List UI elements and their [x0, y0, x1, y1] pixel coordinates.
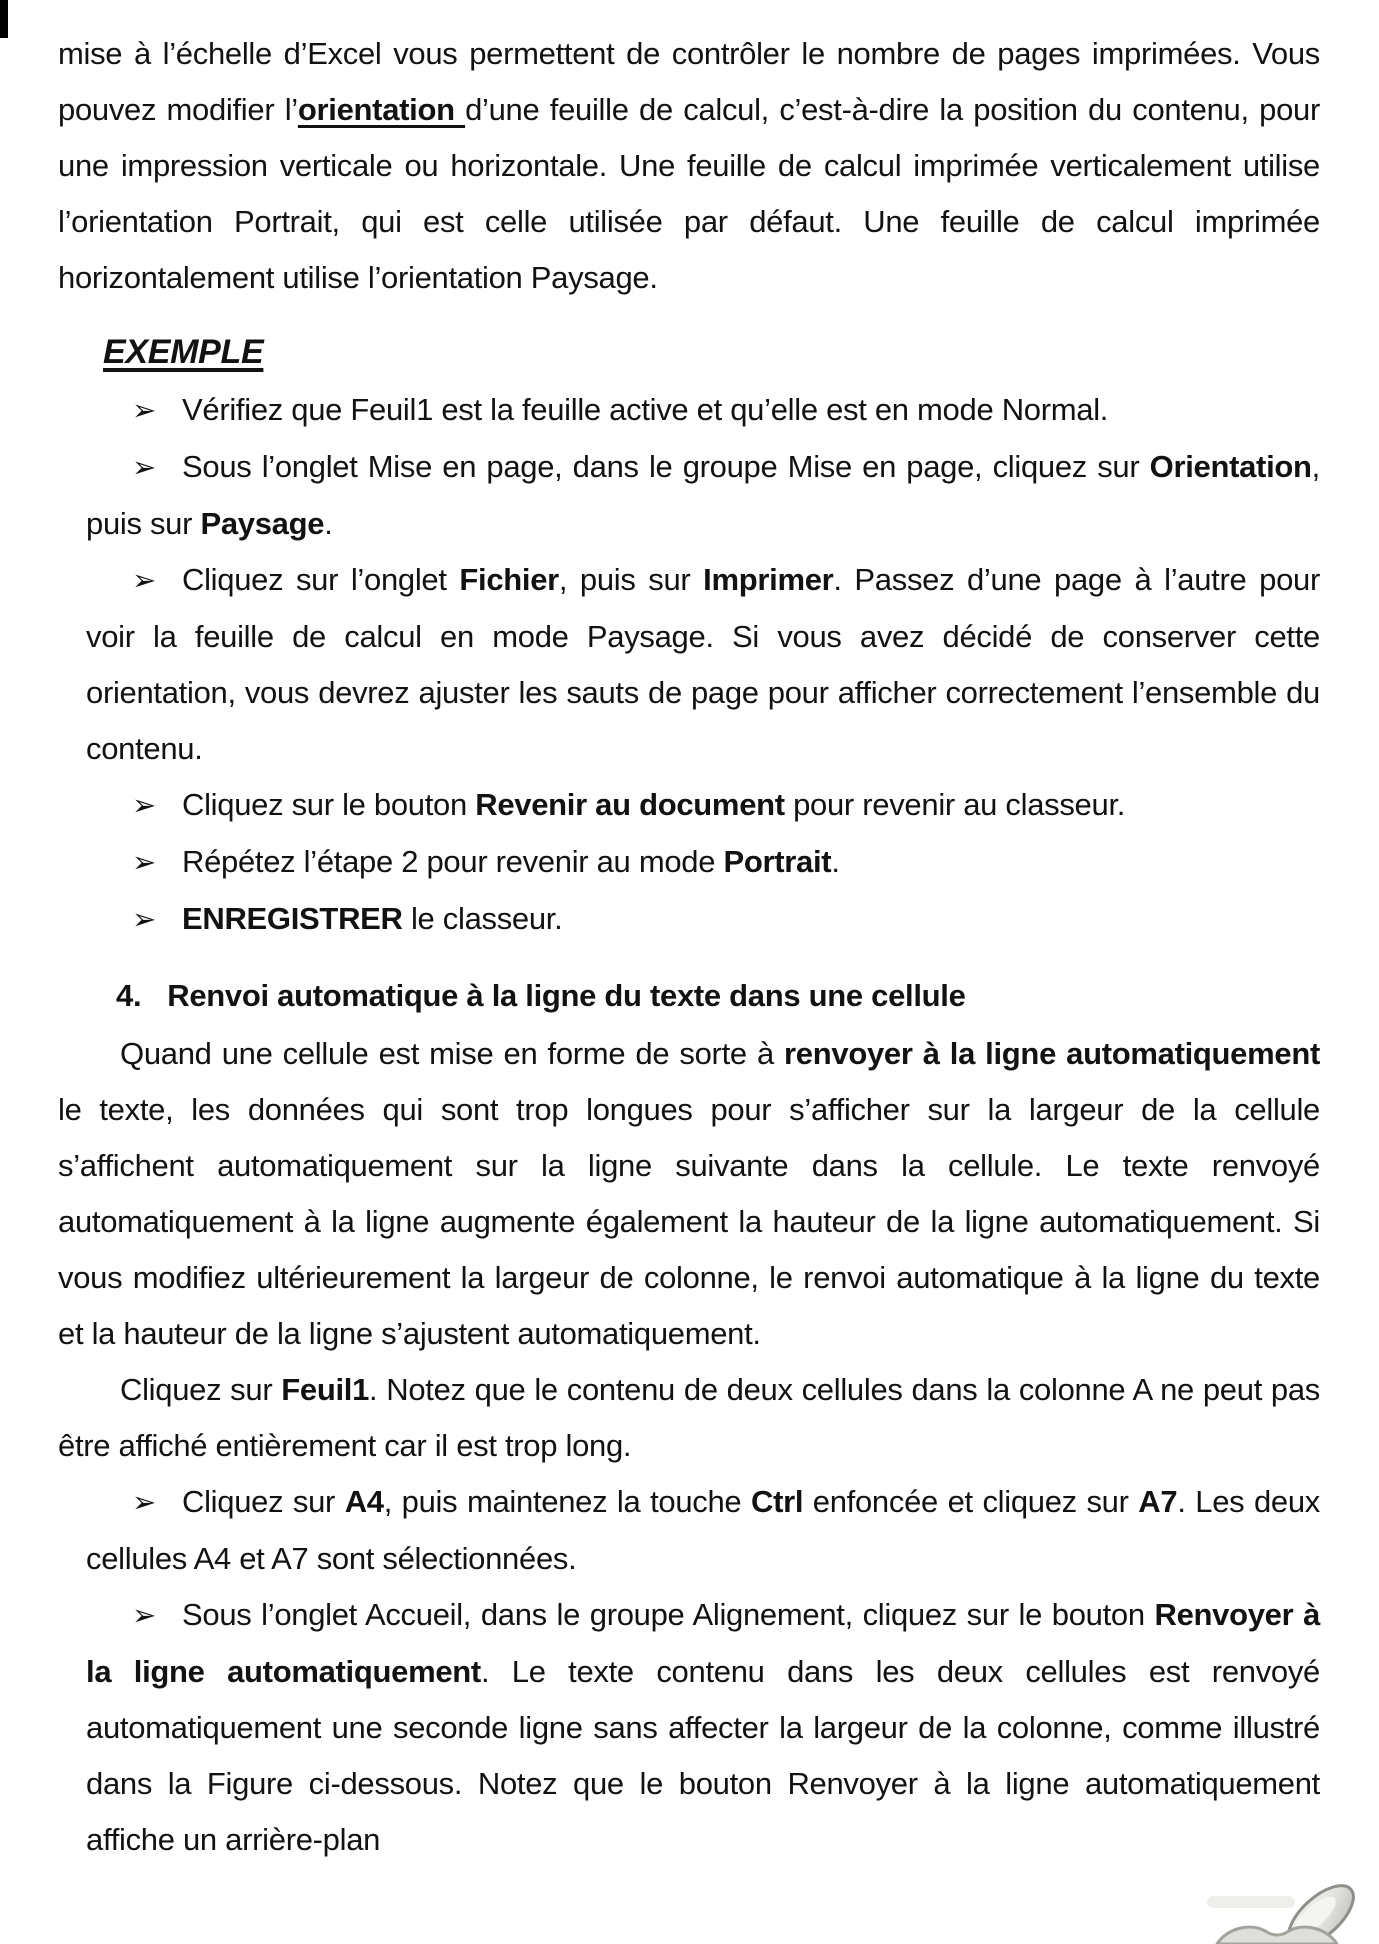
arrow-bullet-icon: ➢	[132, 395, 156, 427]
text-segment: A7	[1138, 1484, 1178, 1519]
text-segment: Ctrl	[750, 1484, 804, 1519]
section-heading	[116, 968, 1320, 1024]
text-segment: Sous l’onglet Accueil, dans le groupe Alignement, cliquez sur le bouton	[182, 1597, 1155, 1632]
text-segment: Sous l’onglet Mise en page, dans le groupe Mise en page, cliquez sur	[182, 449, 1150, 484]
list-item	[86, 382, 1320, 439]
text-segment: Cliquez sur	[182, 1484, 345, 1519]
text-segment: le texte, les données qui sont trop longues pour s’afficher sur la largeur de la cellule s’affichent automatiquement sur la ligne suivante dans la cellule. Le texte renvoyé automatiquement à la ligne augmente également la hauteur de la ligne automatiquement. Si vous modifiez ultérieurement la largeur de colonne, le renvoi automatique à la ligne du texte et la hauteur de la ligne s’ajustent automatiquement.	[58, 1092, 1320, 1351]
text-segment: A4	[344, 1484, 384, 1519]
text-segment: Cliquez sur l’onglet	[182, 562, 460, 597]
arrow-bullet-icon: ➢	[132, 847, 156, 879]
text-segment: . Passez d’une page à l’autre pour voir la feuille de calcul en mode Paysage. Si vous avez décidé de conserver cette orientation, vous devrez ajuster les sauts de page pour afficher correctement l’ensemble du contenu.	[86, 562, 1320, 766]
list-item	[86, 1474, 1320, 1587]
arrow-bullet-icon: ➢	[132, 904, 156, 936]
text-segment: Revenir au document	[475, 787, 785, 822]
arrow-bullet-icon: ➢	[132, 452, 156, 484]
text-segment: Feuil1	[281, 1372, 370, 1407]
list-item	[86, 439, 1320, 552]
text-segment: , puis maintenez la touche	[383, 1484, 751, 1519]
example-heading	[103, 324, 1320, 380]
text-segment: Vérifiez que Feuil1 est la feuille active et qu’elle est en mode Normal.	[182, 392, 1109, 427]
text-segment: Quand une cellule est mise en forme de sorte à	[120, 1036, 785, 1071]
text-segment: d’une feuille de calcul, c’est-à-dire la position du contenu, pour une impression verticale ou horizontale. Une feuille de calcul imprimée verticalement utilise l’orientation Portrait, qui est celle utilisée par défaut. Une feuille de calcul imprimée horizontalement utilise l’orientation Paysage.	[58, 92, 1320, 295]
text-segment: , puis sur	[558, 562, 704, 597]
body-text	[58, 26, 1320, 1868]
text-segment: Imprimer	[703, 562, 834, 597]
text-segment: Renvoi automatique à la ligne du texte dans une cellule	[167, 978, 966, 1013]
text-segment: Répétez l’étape 2 pour revenir au mode	[182, 844, 724, 879]
text-segment: Cliquez sur le bouton	[182, 787, 476, 822]
text-segment: , puis sur	[86, 449, 1320, 541]
text-segment: Orientation	[1149, 449, 1312, 484]
text-segment: Paysage	[200, 506, 325, 541]
arrow-bullet-icon: ➢	[132, 1600, 156, 1632]
text-segment: Renvoyer à la ligne automatiquement	[86, 1597, 1321, 1689]
text-segment: ENREGISTRER	[182, 901, 403, 936]
text-segment: le classeur.	[402, 901, 563, 936]
text-segment: pour revenir au classeur.	[784, 787, 1126, 822]
text-segment: EXEMPLE	[103, 333, 264, 371]
text-segment: renvoyer à la ligne automatiquement	[784, 1036, 1320, 1071]
section-number: 4.	[116, 978, 142, 1013]
list-item	[86, 891, 1320, 948]
text-segment: Cliquez sur	[120, 1372, 282, 1407]
list-item	[86, 552, 1320, 777]
text-segment: .	[324, 506, 333, 541]
list-item	[86, 1587, 1320, 1868]
text-segment: .	[831, 844, 840, 879]
arrow-bullet-icon: ➢	[132, 565, 156, 597]
list-item	[86, 834, 1320, 891]
list-item	[86, 777, 1320, 834]
text-segment: Fichier	[459, 562, 559, 597]
paragraph	[58, 1026, 1320, 1362]
text-segment: orientation	[297, 92, 466, 127]
text-segment: . Le texte contenu dans les deux cellules est renvoyé automatiquement une seconde ligne sans affecter la largeur de la colonne, comme illustré dans la Figure ci-dessous. Notez que le bouton Renvoyer à la ligne automatiquement affiche un arrière-plan	[86, 1654, 1320, 1857]
arrow-bullet-icon: ➢	[132, 1487, 156, 1519]
text-segment: . Les deux cellules A4 et A7 sont sélectionnées.	[86, 1484, 1320, 1576]
text-segment: . Notez que le contenu de deux cellules dans la colonne A ne peut pas être affiché entièrement car il est trop long.	[58, 1372, 1320, 1463]
paragraph	[58, 26, 1320, 306]
text-segment: mise à l’échelle d’Excel vous permettent de contrôler le nombre de pages imprimées. Vous pouvez modifier l’	[58, 36, 1320, 127]
paragraph	[58, 1362, 1320, 1474]
text-segment: enfoncée et cliquez sur	[803, 1484, 1139, 1519]
text-segment: Portrait	[723, 844, 832, 879]
arrow-bullet-icon: ➢	[132, 790, 156, 822]
